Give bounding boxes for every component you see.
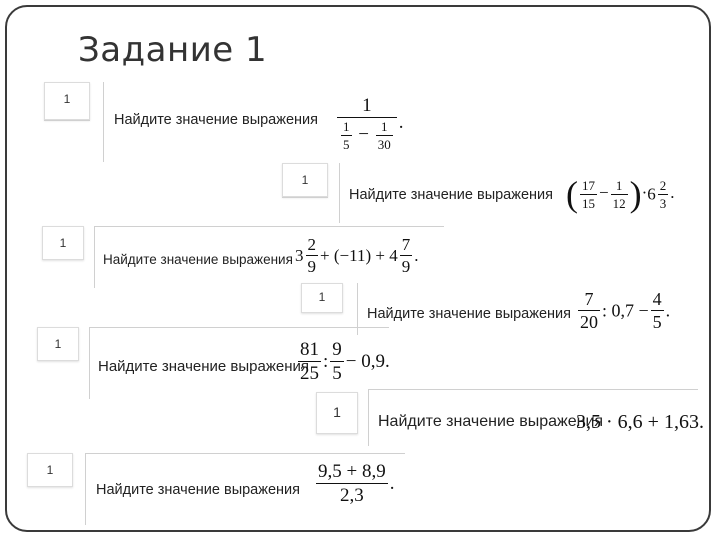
task-number-badge: 1 (37, 327, 79, 361)
divider (368, 390, 369, 446)
task-prompt: Найдите значение выражения (114, 112, 318, 128)
task-expression: $\frac{7}{20}$ : 0,7 − $\frac{4}{5}$ . (580, 289, 671, 332)
task-prompt: Найдите значение выражения (367, 306, 571, 322)
fraction: $\frac{7}{9}$ (401, 235, 411, 276)
task-prompt: Найдите значение выражения (378, 413, 604, 430)
slide-title: Задание 1 (78, 30, 268, 70)
divider (94, 226, 95, 288)
fraction: $\frac{7}{20}$ (580, 289, 598, 332)
task-number-badge: 1 (282, 163, 328, 197)
fraction: $\frac{2}{9}$ (307, 235, 316, 276)
task-prompt: Найдите значение выражения (103, 252, 293, 267)
task-prompt: Найдите значение выражения (96, 482, 300, 498)
divider (94, 226, 444, 227)
task-number-badge: 1 (27, 453, 73, 487)
task-number-badge: 1 (42, 226, 84, 260)
task-number-badge: 1 (301, 283, 343, 313)
divider (339, 163, 340, 223)
fraction: $\frac{1}{12}$ (612, 177, 626, 211)
fraction: $\frac{9,5 + 8,9}{2,3}$ (318, 461, 386, 506)
task-prompt: Найдите значение выражения (98, 358, 309, 375)
fraction: $\frac{2}{3}$ (659, 177, 667, 211)
divider (89, 327, 90, 399)
task-number-badge: 1 (316, 392, 358, 434)
task-expression: 3,5 · 6,6 + 1,63. (576, 411, 704, 433)
divider (282, 197, 328, 198)
task-expression: 3 $\frac{2}{9}$ + (−11) + 4 $\frac{7}{9}$ . (295, 235, 419, 276)
divider (44, 120, 90, 121)
task-expression: $\frac{9,5 + 8,9}{2,3}$ . (318, 461, 395, 506)
task-expression: $\frac{81}{25}$ : $\frac{9}{5}$ − 0,9. (300, 339, 390, 384)
task-expression: 1 $\frac{1}{5}$ − $\frac{1}{30}$ . (335, 96, 403, 151)
fraction: $\frac{17}{15}$ (582, 177, 595, 211)
divider (103, 82, 104, 162)
task-expression: ( $\frac{17}{15}$ − $\frac{1}{12}$ )·6 $\frac{2}{3}$ . (566, 174, 675, 214)
fraction: $\frac{4}{5}$ (652, 289, 662, 332)
task-number-badge: 1 (44, 82, 90, 120)
divider (89, 327, 389, 328)
divider (85, 453, 405, 454)
fraction: $\frac{9}{5}$ (332, 339, 342, 384)
task-prompt: Найдите значение выражения (349, 187, 553, 203)
fraction: 1 $\frac{1}{5}$ − $\frac{1}{30}$ (337, 96, 397, 151)
fraction: $\frac{81}{25}$ (300, 339, 319, 384)
divider (368, 389, 698, 390)
divider (85, 453, 86, 525)
